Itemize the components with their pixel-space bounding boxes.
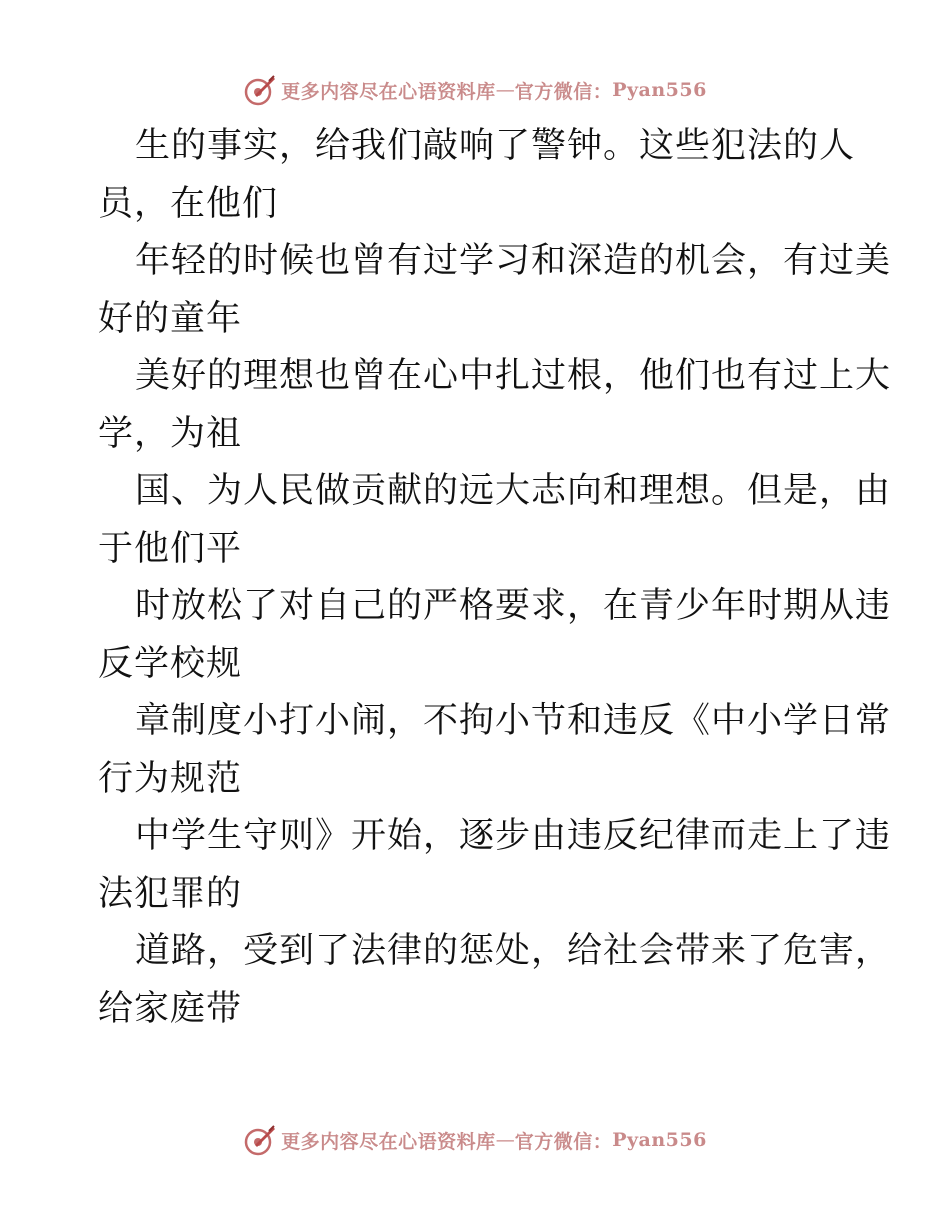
banner-label: 官方微信： <box>514 80 613 103</box>
banner-slogan: 更多内容尽在心语资料库 <box>281 80 496 103</box>
banner-account: Pyan556 <box>612 1129 707 1151</box>
text-line: 时放松了对自己的严格要求，在青少年时期从违 <box>135 586 892 626</box>
header-banner <box>0 70 950 110</box>
banner-label: 官方微信： <box>514 1130 613 1153</box>
banner-dash: — <box>495 79 515 101</box>
text-line: 学，为祖 <box>98 413 243 454</box>
banner-account: Pyan556 <box>612 79 707 101</box>
quill-logo-icon <box>243 1123 277 1157</box>
banner-dash: — <box>495 1129 515 1151</box>
text-line: 国、为人民做贡献的远大志向和理想。但是，由 <box>135 471 892 511</box>
banner-slogan: 更多内容尽在心语资料库 <box>281 1130 496 1153</box>
text-line: 年轻的时候也曾有过学习和深造的机会，有过美 <box>135 241 892 281</box>
text-line: 员，在他们 <box>98 183 279 224</box>
footer-banner <box>0 1120 950 1160</box>
text-line: 反学校规 <box>98 643 243 684</box>
text-line: 美好的理想也曾在心中扎过根，他们也有过上大 <box>135 356 892 396</box>
text-line: 道路，受到了法律的惩处，给社会带来了危害， <box>135 931 892 971</box>
text-line: 法犯罪的 <box>98 873 243 914</box>
text-line: 行为规范 <box>98 758 243 799</box>
text-line: 给家庭带 <box>98 988 243 1029</box>
body-text <box>98 118 892 1038</box>
text-line: 于他们平 <box>98 528 243 569</box>
text-line: 生的事实，给我们敲响了警钟。这些犯法的人 <box>135 126 856 166</box>
text-line: 章制度小打小闹，不拘小节和违反《中小学日常 <box>135 701 892 741</box>
text-line: 中学生守则》开始，逐步由违反纪律而走上了违 <box>135 816 892 856</box>
quill-logo-icon <box>243 73 277 107</box>
text-line: 好的童年 <box>98 298 243 339</box>
